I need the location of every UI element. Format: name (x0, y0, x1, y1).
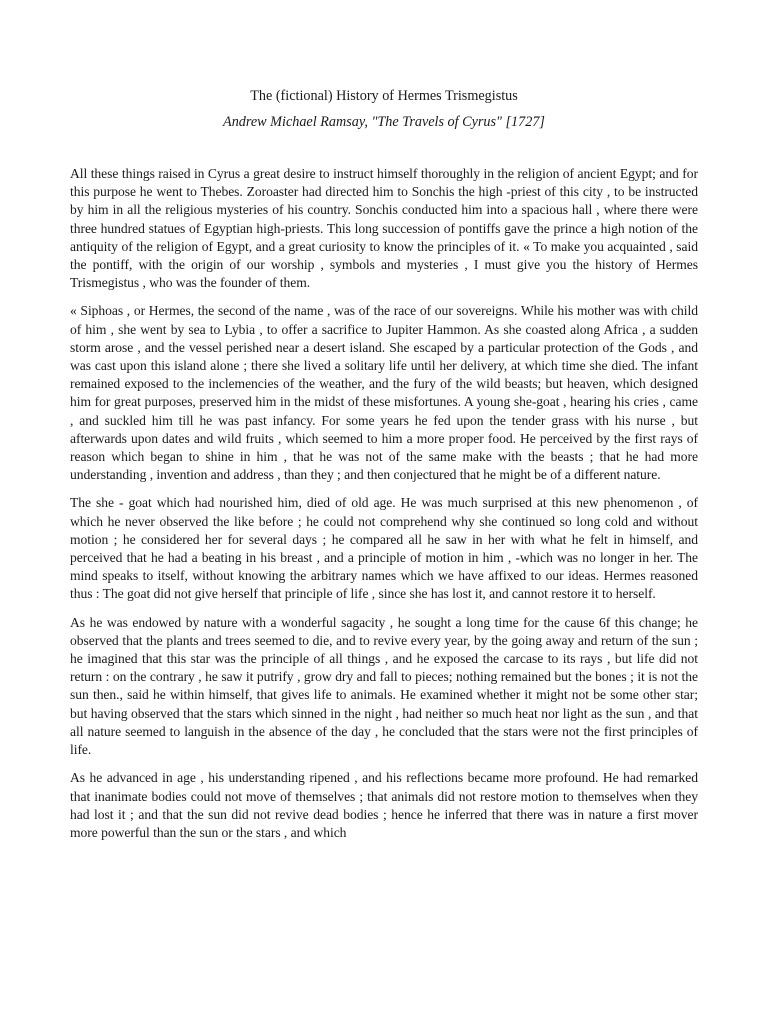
document-subtitle: Andrew Michael Ramsay, "The Travels of Cyrus" [1727] (223, 114, 545, 130)
paragraph: « Siphoas , or Hermes, the second of the name , was of the race of our sovereigns. While his mother was with child of him , she went by sea to Lybia , to offer a sacrifice to Jupiter Hammon. As she coasted along Africa , a sudden storm arose , and the vessel perished near a desert island. She escaped by a particular protection of the Gods , and was cast upon this island alone ; there she lived a solitary life until her delivery, at which time she died. The infant remained exposed to the inclemencies of the weather, and the fury of the wild beasts; but heaven, which designed him for great purposes, preserved him in the midst of these misfortunes. A young she-goat , hearing his cries , came , and suckled him till he was past infancy. For some years he fed upon the tender grass with his nurse , but afterwards upon dates and wild fruits , which seemed to him a more proper food. He perceived by the first rays of reason which began to shine in him , that he was not of the same make with the beasts ; that he had more understanding , invention and address , than they ; and then conjectured that he might be of a different nature. (70, 303, 698, 483)
document-title: The (fictional) History of Hermes Trismegistus (250, 88, 518, 104)
paragraph: As he was endowed by nature with a wonderful sagacity , he sought a long time for the cause 6f this change; he observed that the plants and trees seemed to die, and to revive every year, by the going away and return of the sun ; he imagined that this star was the principle of all things , and he exposed the carcase to its rays , but life did not return : on the contrary , he saw it putrify , grow dry and fall to pieces; nothing remained but the bones ; it is not the sun then., said he within himself, that gives life to animals. He examined whether it might not be some other star; but having observed that the stars which sinned in the night , had neither so much heat nor light as the sun , and that all nature seemed to languish in the absence of the day , he concluded that the stars were not the first principles of life. (70, 614, 698, 758)
paragraph: The she - goat which had nourished him, died of old age. He was much surprised at this new phenomenon , of which he never observed the like before ; he could not comprehend why she continued so long cold and without motion ; he considered her for several days ; he compared all he saw in her with what he felt in himself, and perceived that he had a beating in his breast , and a principle of motion in him , -which was no longer in her. The mind speaks to itself, without knowing the arbitrary names which we have affixed to our ideas. Hermes reasoned thus : The goat did not give herself that principle of life , since she has lost it, and cannot restore it to herself. (70, 495, 698, 602)
document-page (70, 86, 698, 852)
paragraph: As he advanced in age , his understanding ripened , and his reflections became more profound. He had remarked that inanimate bodies could not move of themselves ; that animals did not restore motion to themselves when they had lost it ; and that the sun did not revive dead bodies ; hence he inferred that there was in nature a first mover more powerful than the sun or the stars , and which (70, 770, 698, 840)
paragraph: All these things raised in Cyrus a great desire to instruct himself thoroughly in the religion of ancient Egypt; and for this purpose he went to Thebes. Zoroaster had directed him to Sonchis the high -priest of this city , to be instructed by him in all the religious mysteries of his country. Sonchis conducted him into a spacious hall , where there were three hundred statues of Egyptian high-priests. This long succession of pontiffs gave the prince a high notion of the antiquity of the religion of Egypt, and a great curiosity to know the principles of it. « To make you acquainted , said the pontiff, with the origin of our worship , symbols and mysteries , I must give you the history of Hermes Trismegistus , who was the founder of them. (70, 166, 698, 291)
